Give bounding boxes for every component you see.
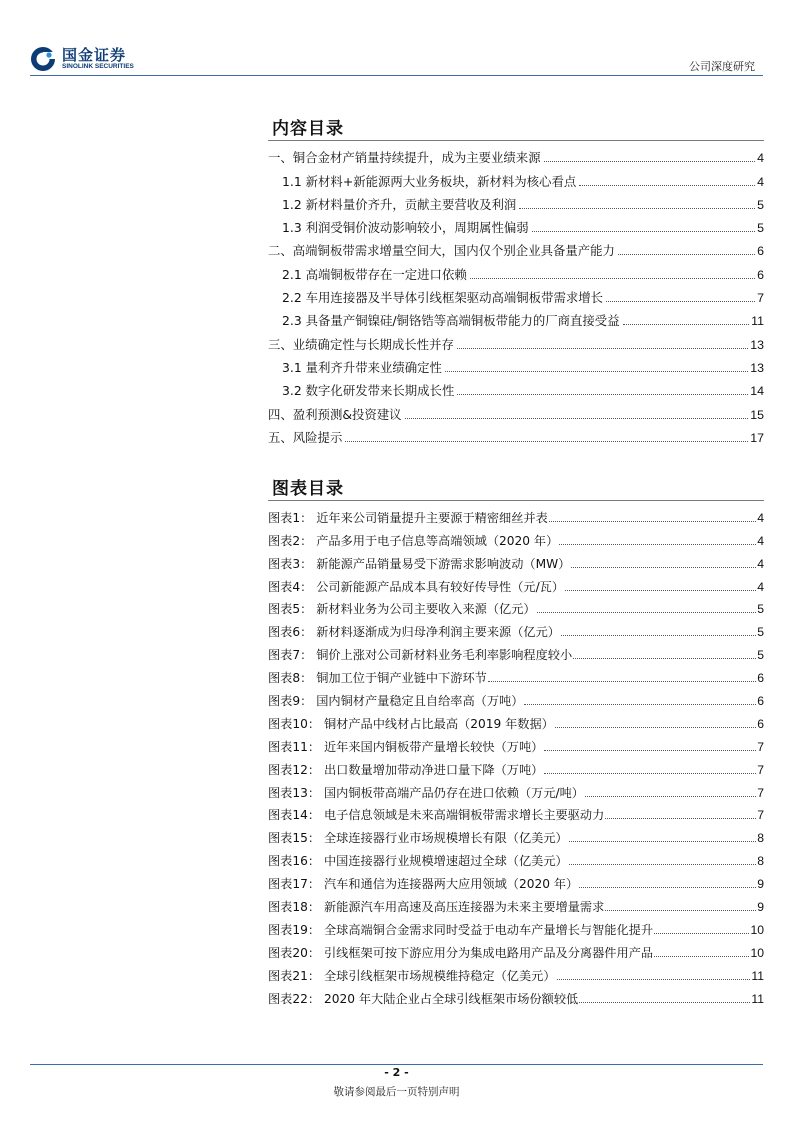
toc-title: 内容目录	[272, 119, 344, 139]
figure-item[interactable]	[268, 801, 764, 824]
toc-item[interactable]	[268, 166, 764, 189]
figure-item-label: 图表21： 全球引线框架市场规模维持稳定（亿美元）	[268, 968, 556, 983]
figure-item[interactable]	[268, 984, 764, 1007]
leader-dots	[573, 658, 756, 659]
figure-item-label: 图表1： 近年来公司销量提升主要源于精密细丝并表	[268, 510, 548, 525]
toc-item-page: 5	[757, 197, 764, 212]
leader-dots	[565, 590, 756, 591]
toc-item[interactable]	[268, 329, 764, 352]
leader-dots	[488, 681, 756, 682]
footer-divider	[30, 1064, 763, 1065]
figure-item-label: 图表5： 新材料业务为公司主要收入来源（亿元）	[268, 602, 536, 617]
leader-dots	[524, 704, 756, 705]
figure-item-label: 图表9： 国内铜材产量稳定且自给率高（万吨）	[268, 694, 524, 709]
toc-item-page: 17	[750, 430, 764, 445]
figure-item-label: 图表12： 出口数量增加带动净进口量下降（万吨）	[268, 762, 544, 777]
figure-item[interactable]	[268, 778, 764, 801]
figure-item-page: 4	[757, 556, 764, 571]
figure-item-label: 图表6： 新材料逐渐成为归母净利润主要来源（亿元）	[268, 625, 560, 640]
toc-item[interactable]	[268, 353, 764, 376]
figures-list	[268, 503, 764, 1007]
leader-dots	[445, 371, 748, 372]
toc-item-page: 4	[757, 151, 764, 166]
leader-dots	[519, 208, 755, 209]
leader-dots	[555, 727, 756, 728]
toc-list	[268, 143, 764, 446]
figure-item-label: 图表15： 全球连接器行业市场规模增长有限（亿美元）	[268, 831, 568, 846]
figure-item-label: 图表7： 铜价上涨对公司新材料业务毛利率影响程度较小	[268, 648, 573, 663]
leader-dots	[457, 394, 748, 395]
toc-item-label: 二、高端铜板带需求增量空间大，国内仅个别企业具备量产能力	[268, 243, 615, 259]
figure-item[interactable]	[268, 892, 764, 915]
toc-item-label: 2.2 车用连接器及半导体引线框架驱动高端铜板带需求增长	[282, 290, 604, 306]
leader-dots	[549, 521, 756, 522]
figure-item-page: 11	[751, 968, 764, 983]
leader-dots	[544, 161, 756, 162]
figure-item-label: 图表13： 国内铜板带高端产品仍存在进口依赖（万元/吨）	[268, 785, 584, 800]
toc-item-page: 6	[757, 267, 764, 282]
leader-dots	[623, 324, 750, 325]
toc-title-rule	[268, 140, 764, 141]
toc-item-page: 14	[750, 384, 764, 399]
figure-item-label: 图表14： 电子信息领域是未来高端铜板带需求增长主要驱动力	[268, 808, 605, 823]
toc-item-page: 13	[750, 337, 764, 352]
figure-item-page: 5	[757, 625, 764, 640]
figure-item-label: 图表8： 铜加工位于铜产业链中下游环节	[268, 671, 487, 686]
leader-dots	[544, 773, 756, 774]
figure-item[interactable]	[268, 686, 764, 709]
leader-dots	[561, 635, 756, 636]
leader-dots	[559, 544, 756, 545]
toc-item[interactable]	[268, 423, 764, 446]
leader-dots	[579, 185, 755, 186]
figure-item[interactable]	[268, 526, 764, 549]
figure-item-page: 8	[757, 854, 764, 869]
toc-item-label: 1.3 利润受铜价波动影响较小，周期属性偏弱	[282, 220, 529, 236]
toc-item-label: 三、业绩确定性与长期成长性并存	[268, 336, 454, 352]
figure-item-page: 10	[750, 945, 764, 960]
page-number: - 2 -	[384, 1066, 409, 1079]
figures-title: 图表目录	[272, 479, 344, 499]
toc-item-page: 5	[757, 221, 764, 236]
toc-item-label: 1.2 新材料量价齐升，贡献主要营收及利润	[282, 196, 517, 212]
figure-item-label: 图表16： 中国连接器行业规模增速超过全球（亿美元）	[268, 854, 568, 869]
figure-item-page: 5	[757, 602, 764, 617]
figure-item[interactable]	[268, 640, 764, 663]
toc-item-page: 7	[757, 291, 764, 306]
figure-item-page: 7	[757, 808, 764, 823]
leader-dots	[605, 910, 756, 911]
toc-item-label: 3.1 量利齐升带来业绩确定性	[282, 359, 442, 375]
leader-dots	[405, 418, 749, 419]
figure-item-label: 图表11： 近年来国内铜板带产量增长较快（万吨）	[268, 739, 544, 754]
figure-item-page: 6	[757, 671, 764, 686]
toc-item-page: 11	[751, 314, 764, 329]
leader-dots	[345, 441, 748, 442]
toc-item-label: 五、风险提示	[268, 429, 343, 445]
toc-item-page: 15	[750, 407, 764, 422]
figure-item-label: 图表22： 2020 年大陆企业占全球引线框架市场份额较低	[268, 991, 579, 1006]
toc-item-label: 1.1 新材料+新能源两大业务板块，新材料为核心看点	[282, 173, 577, 189]
toc-item[interactable]	[268, 376, 764, 399]
figure-item-label: 图表18： 新能源汽车用高速及高压连接器为未来主要增量需求	[268, 900, 605, 915]
figure-item-page: 9	[757, 877, 764, 892]
report-type: 公司深度研究	[689, 60, 755, 73]
page-header	[0, 0, 793, 80]
toc-item[interactable]	[268, 190, 764, 213]
toc-item-label: 3.2 数字化研发带来长期成长性	[282, 383, 455, 399]
leader-dots	[618, 254, 755, 255]
figure-item-page: 4	[757, 510, 764, 525]
brand-name-en: SINOLINK SECURITIES	[62, 63, 134, 70]
figure-item-label: 图表10： 铜材产品中线材占比最高（2019 年数据）	[268, 716, 554, 731]
figure-item[interactable]	[268, 595, 764, 618]
figure-item-page: 4	[757, 579, 764, 594]
figure-item[interactable]	[268, 823, 764, 846]
figure-item-page: 7	[757, 762, 764, 777]
toc-item[interactable]	[268, 259, 764, 282]
toc-item[interactable]	[268, 399, 764, 422]
leader-dots	[569, 841, 757, 842]
toc-item-label: 2.1 高端铜板带存在一定进口依赖	[282, 266, 467, 282]
figure-item-page: 6	[757, 716, 764, 731]
figure-item-page: 5	[757, 648, 764, 663]
figure-item-page: 7	[757, 739, 764, 754]
sinolink-logo-icon	[30, 46, 56, 72]
figure-item[interactable]	[268, 846, 764, 869]
leader-dots	[654, 956, 749, 957]
toc-item[interactable]	[268, 236, 764, 259]
figure-item-page: 6	[757, 694, 764, 709]
footer-disclaimer: 敬请参阅最后一页特别声明	[333, 1086, 460, 1098]
toc-item-page: 13	[750, 360, 764, 375]
header-divider	[30, 75, 763, 76]
figure-item-page: 4	[757, 533, 764, 548]
figure-item[interactable]	[268, 663, 764, 686]
figure-item-label: 图表4： 公司新能源产品成本具有较好传导性（元/瓦）	[268, 579, 565, 594]
leader-dots	[606, 301, 755, 302]
toc-item[interactable]	[268, 283, 764, 306]
leader-dots	[569, 864, 757, 865]
figure-item-label: 图表19： 全球高端铜合金需求同时受益于电动车产量增长与智能化提升	[268, 922, 654, 937]
brand-logo	[30, 44, 170, 76]
figure-item[interactable]	[268, 869, 764, 892]
toc-item-label: 2.3 具备量产铜镍硅/铜铬锆等高端铜板带能力的厂商直接受益	[282, 313, 620, 329]
leader-dots	[579, 887, 756, 888]
figure-item[interactable]	[268, 732, 764, 755]
figure-item[interactable]	[268, 915, 764, 938]
figure-item-page: 9	[757, 900, 764, 915]
figure-item-label: 图表17： 汽车和通信为连接器两大应用领域（2020 年）	[268, 877, 579, 892]
figure-item[interactable]	[268, 755, 764, 778]
figure-item[interactable]	[268, 617, 764, 640]
toc-item[interactable]	[268, 213, 764, 236]
leader-dots	[579, 1002, 750, 1003]
figure-item-page: 8	[757, 831, 764, 846]
figure-item-page: 7	[757, 785, 764, 800]
brand-name-cn: 国金证券	[62, 46, 127, 64]
leader-dots	[544, 750, 756, 751]
figure-item[interactable]	[268, 938, 764, 961]
figure-item[interactable]	[268, 961, 764, 984]
figure-item[interactable]	[268, 549, 764, 572]
toc-item[interactable]	[268, 143, 764, 166]
toc-item-page: 4	[757, 174, 764, 189]
figures-title-rule	[268, 500, 764, 501]
figure-item-label: 图表20： 引线框架可按下游应用分为集成电路用产品及分离器件用产品	[268, 945, 654, 960]
figure-item-label: 图表2： 产品多用于电子信息等高端领域（2020 年）	[268, 533, 559, 548]
figure-item[interactable]	[268, 709, 764, 732]
leader-dots	[605, 818, 756, 819]
figure-item-label: 图表3： 新能源产品销量易受下游需求影响波动（MW）	[268, 556, 571, 571]
figure-item[interactable]	[268, 503, 764, 526]
leader-dots	[571, 567, 756, 568]
leader-dots	[585, 796, 756, 797]
toc-item-label: 四、盈利预测&投资建议	[268, 406, 402, 422]
leader-dots	[532, 231, 755, 232]
toc-item-label: 一、铜合金材产销量持续提升，成为主要业绩来源	[268, 150, 541, 166]
toc-item[interactable]	[268, 306, 764, 329]
leader-dots	[470, 278, 755, 279]
figure-item-page: 10	[750, 922, 764, 937]
leader-dots	[654, 933, 749, 934]
leader-dots	[557, 979, 751, 980]
leader-dots	[457, 348, 748, 349]
leader-dots	[537, 612, 757, 613]
figure-item-page: 11	[751, 991, 764, 1006]
figure-item[interactable]	[268, 572, 764, 595]
toc-item-page: 6	[757, 244, 764, 259]
